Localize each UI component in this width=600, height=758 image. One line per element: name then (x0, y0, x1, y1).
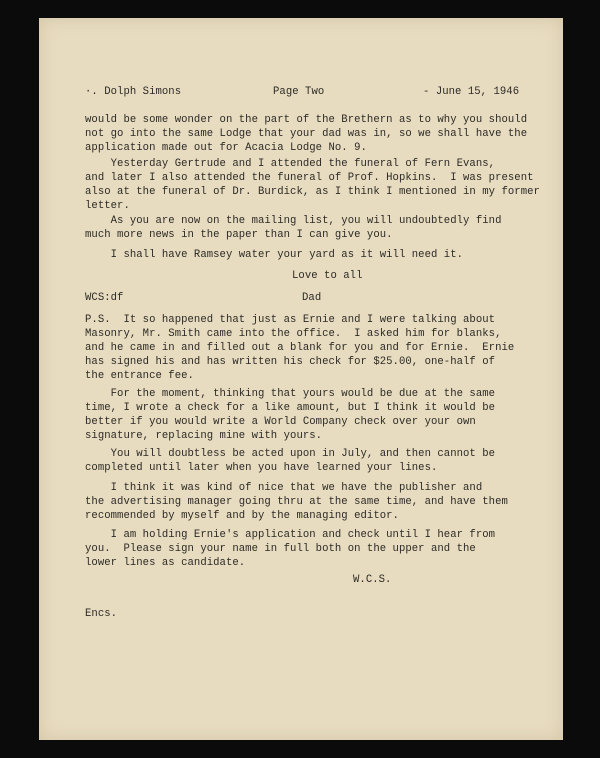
postscript-paragraph: P.S. It so happened that just as Ernie and I were talking about Masonry, Mr. Smith came into the office. I asked him for blanks, and he came in and filled out a blank for you and for Ernie. Ernie has signed his and has written his check for $25.00, one-half of the entrance fee. (85, 314, 515, 382)
postscript-paragraph: I think it was kind of nice that we have the publisher and the advertising manager going thru at the same time, and have them recommended by myself and by the managing editor. (85, 482, 508, 522)
postscript-paragraph: For the moment, thinking that yours would be due at the same time, I wrote a check for a like amount, but I think it would be better if you would write a World Company check over your own signature, replacing mine with yours. (85, 388, 496, 442)
paragraph-ramsey: I shall have Ramsey water your yard as it will need it. (85, 249, 464, 261)
paragraph-mailing-list: As you are now on the mailing list, you will undoubtedly find much more news in the paper than I can give you. (85, 215, 502, 241)
page-number: Page Two (273, 86, 325, 98)
addressee-header: ·. Dolph Simons (85, 86, 182, 98)
closing: Love to all (292, 270, 363, 282)
postscript-paragraph: I am holding Ernie's application and check until I hear from you. Please sign your name in full both on the upper and the lower lines as candidate. (85, 529, 496, 569)
signature: Dad (302, 292, 322, 304)
postscript-paragraph: You will doubtless be acted upon in July, and then cannot be completed until later when you have learned your lines. (85, 448, 496, 474)
letter-date: - June 15, 1946 (423, 86, 520, 98)
typist-initials: WCS:df (85, 292, 124, 304)
paragraph-funerals: Yesterday Gertrude and I attended the funeral of Fern Evans, and later I also attended the funeral of Prof. Hopkins. I was present also at the funeral of Dr. Burdick, as I think I mentioned in my former letter. (85, 158, 540, 212)
enclosure-note: Encs. (85, 608, 118, 620)
paragraph-lodge: would be some wonder on the part of the Brethern as to why you should not go into the same Lodge that your dad was in, so we shall have the application made out for Acacia Lodge No. 9. (85, 114, 528, 154)
letter-page (39, 18, 563, 740)
postscript-signature: W.C.S. (353, 574, 392, 586)
